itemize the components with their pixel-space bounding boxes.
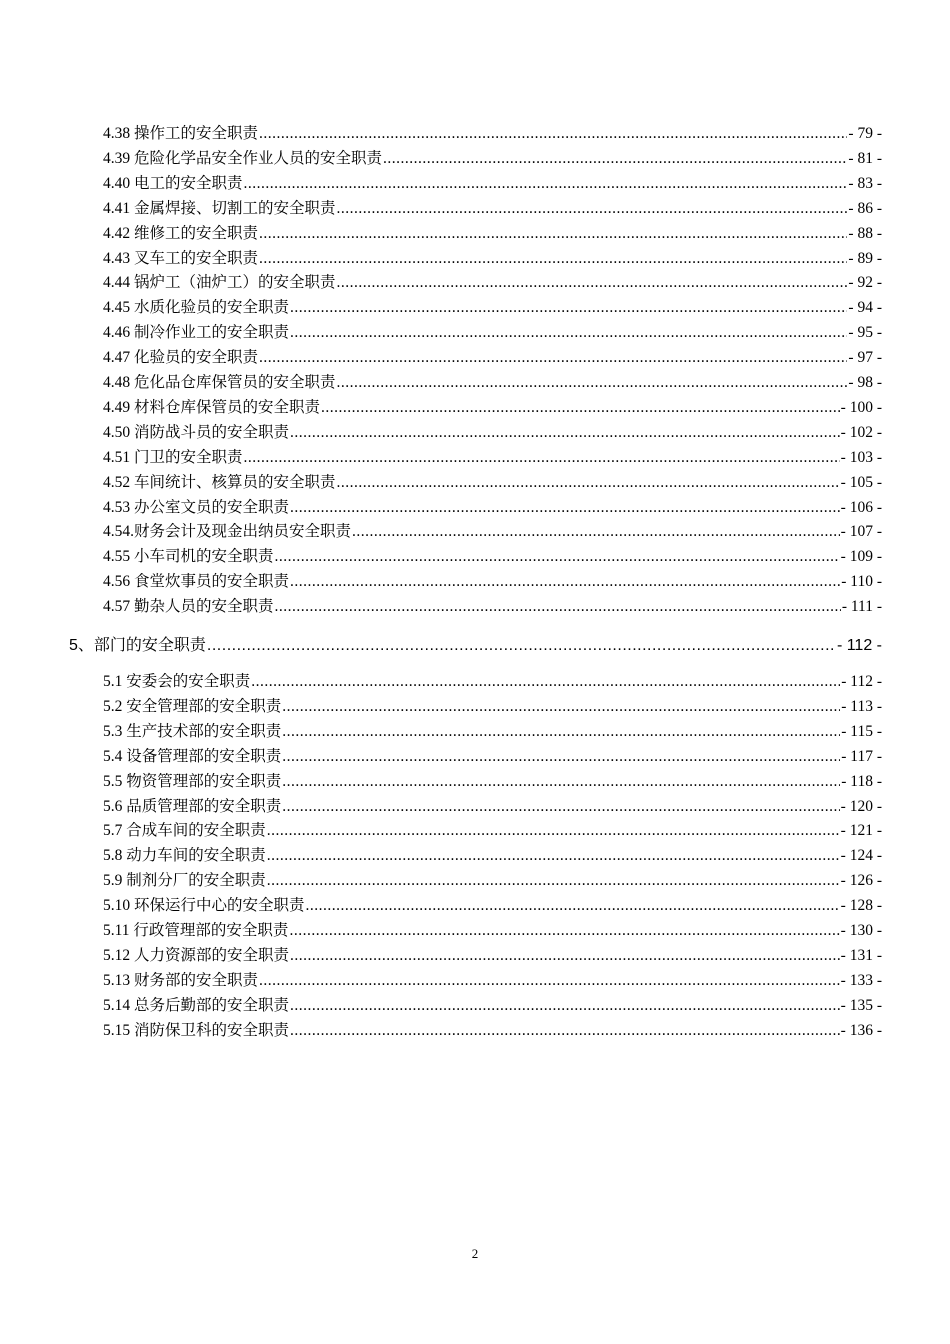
toc-entry[interactable]: [103, 173, 882, 195]
toc-entry-title: 4.41 金属焊接、切割工的安全职责: [103, 199, 336, 217]
toc-entry-title: 5.8 动力车间的安全职责: [103, 847, 266, 865]
toc-entry-page: - 86 -: [848, 199, 882, 217]
toc-entry-title: 4.42 维修工的安全职责: [103, 224, 259, 242]
toc-entry-page: - 106 -: [840, 498, 882, 516]
toc-leader-dots: [282, 796, 839, 818]
toc-leader-dots: [337, 198, 848, 220]
toc-entry[interactable]: [103, 248, 882, 270]
toc-entry-title: 4.40 电工的安全职责: [103, 174, 243, 192]
toc-entry-page: - 118 -: [841, 772, 882, 790]
toc-entry[interactable]: [103, 497, 882, 519]
toc-entry-page: - 105 -: [840, 473, 882, 491]
toc-entry[interactable]: [103, 970, 882, 992]
toc-entry[interactable]: [103, 198, 882, 220]
toc-entry[interactable]: [103, 721, 882, 743]
toc-entry-title: 5.4 设备管理部的安全职责: [103, 747, 282, 765]
toc-entry-page: - 131 -: [840, 946, 882, 964]
toc-entry-page: - 79 -: [848, 125, 882, 142]
toc-entry-title: 5.11 行政管理部的安全职责: [103, 922, 289, 939]
toc-entry-page: - 110 -: [841, 573, 882, 591]
toc-entry-page: - 103 -: [840, 448, 882, 466]
toc-entry-page: - 98 -: [848, 374, 882, 391]
toc-entry[interactable]: [103, 571, 882, 593]
toc-entry-title: 4.50 消防战斗员的安全职责: [103, 423, 290, 441]
toc-entry[interactable]: [103, 372, 882, 394]
toc-leader-dots: [259, 970, 840, 992]
toc-leader-dots: [259, 123, 847, 145]
toc-entry-title: 4.55 小车司机的安全职责: [103, 548, 274, 566]
toc-entry[interactable]: [103, 870, 882, 892]
toc-entry[interactable]: [103, 671, 882, 693]
toc-leader-dots: [337, 272, 848, 294]
toc-leader-dots: [290, 322, 847, 344]
toc-entry-page: - 112 -: [841, 673, 882, 690]
toc-entry-title: 4.45 水质化验员的安全职责: [103, 299, 290, 317]
toc-entry[interactable]: [103, 895, 882, 917]
toc-entry[interactable]: [103, 596, 882, 618]
toc-entry-title: 5.15 消防保卫科的安全职责: [103, 1021, 290, 1039]
toc-leader-dots: [290, 497, 840, 519]
toc-leader-dots: [282, 696, 840, 718]
toc-entry[interactable]: [103, 796, 882, 818]
toc-entry-title: 5.12 人力资源部的安全职责: [103, 946, 290, 964]
toc-entry-title: 5.2 安全管理部的安全职责: [103, 697, 282, 715]
toc-entry-page: - 113 -: [841, 697, 882, 715]
toc-entry-title: 5.13 财务部的安全职责: [103, 971, 259, 989]
toc-entry[interactable]: [103, 945, 882, 967]
toc-leader-dots: [306, 895, 840, 917]
toc-entry-page: - 115 -: [841, 722, 882, 740]
toc-entry-page: - 109 -: [840, 548, 882, 566]
toc-entry[interactable]: [103, 123, 882, 145]
toc-entry-page: - 111 -: [841, 598, 882, 616]
toc-entry-title: 4.47 化验员的安全职责: [103, 349, 259, 367]
toc-entry[interactable]: [103, 920, 882, 942]
toc-leader-dots: [259, 223, 847, 245]
toc-entry[interactable]: [103, 272, 882, 294]
toc-entry-page: - 124 -: [840, 847, 882, 865]
toc-leader-dots: [290, 422, 840, 444]
toc-leader-dots: [267, 870, 840, 892]
toc-entry-page: - 97 -: [848, 349, 882, 367]
toc-entry-page: - 94 -: [848, 299, 882, 317]
toc-entry-page: - 81 -: [848, 149, 882, 167]
toc-entry[interactable]: [103, 148, 882, 170]
toc-entry-page: - 83 -: [848, 174, 882, 192]
toc-entry-page: - 92 -: [848, 274, 882, 292]
toc-entry[interactable]: [103, 820, 882, 842]
toc-leader-dots: [290, 1020, 840, 1042]
toc-entry-title: 4.44 锅炉工（油炉工）的安全职责: [103, 274, 336, 292]
toc-leader-dots: [290, 995, 840, 1017]
toc-leader-dots: [267, 820, 840, 842]
toc-leader-dots: [259, 347, 847, 369]
toc-leader-dots: [282, 746, 840, 768]
toc-leader-dots: [321, 397, 840, 419]
toc-entry-title: 4.49 材料仓库保管员的安全职责: [103, 398, 321, 416]
toc-leader-dots: [282, 721, 840, 743]
toc-entry-title: 5、部门的安全职责: [69, 637, 206, 654]
toc-entry-title: 4.48 危化品仓库保管员的安全职责: [103, 374, 336, 391]
toc-leader-dots: [290, 297, 847, 319]
toc-entry-title: 4.51 门卫的安全职责: [103, 448, 243, 466]
toc-entry-title: 4.38 操作工的安全职责: [103, 125, 259, 142]
toc-entry-title: 5.9 制剂分厂的安全职责: [103, 872, 266, 890]
toc-leader-dots: [352, 521, 840, 543]
toc-entry-page: - 133 -: [840, 971, 882, 989]
toc-entry-title: 5.14 总务后勤部的安全职责: [103, 996, 290, 1014]
toc-leader-dots: [275, 596, 841, 618]
toc-entry-page: - 126 -: [840, 872, 882, 890]
toc-leader-dots: [290, 571, 840, 593]
toc-entry-title: 4.57 勤杂人员的安全职责: [103, 598, 274, 616]
toc-entry-title: 4.56 食堂炊事员的安全职责: [103, 573, 290, 591]
toc-entry[interactable]: [103, 845, 882, 867]
toc-entry-page: - 89 -: [848, 249, 882, 267]
toc-entry-title: 5.5 物资管理部的安全职责: [103, 772, 282, 790]
toc-entry[interactable]: [103, 347, 882, 369]
toc-entry[interactable]: [103, 322, 882, 344]
page-number: 2: [471, 1246, 479, 1261]
toc-leader-dots: [337, 372, 848, 394]
toc-leader-dots: [290, 945, 840, 967]
toc-entry-page: - 107 -: [840, 523, 882, 541]
toc-entry-page: - 112 -: [836, 637, 882, 654]
toc-entry-title: 4.43 叉车工的安全职责: [103, 249, 259, 267]
toc-entry[interactable]: [103, 297, 882, 319]
toc-entry[interactable]: [103, 746, 882, 768]
toc-entry-title: 5.6 品质管理部的安全职责: [103, 797, 282, 815]
toc-entry[interactable]: [103, 521, 882, 543]
toc-entry-title: 5.10 环保运行中心的安全职责: [103, 897, 305, 915]
toc-entry[interactable]: [103, 472, 882, 494]
toc-leader-dots: [337, 472, 840, 494]
toc-entry-page: - 117 -: [841, 747, 882, 765]
toc-entry-page: - 88 -: [848, 224, 882, 242]
toc-entry-page: - 135 -: [840, 996, 882, 1014]
toc-entry-page: - 100 -: [840, 398, 882, 416]
toc-leader-dots: [207, 635, 836, 657]
toc-entry[interactable]: [103, 223, 882, 245]
toc-leader-dots: [267, 845, 840, 867]
toc-entry[interactable]: [103, 696, 882, 718]
toc-leader-dots: [289, 920, 839, 942]
toc-entry[interactable]: [103, 447, 882, 469]
toc-entry-title: 5.1 安委会的安全职责: [103, 673, 251, 690]
toc-entry[interactable]: [103, 995, 882, 1017]
toc-leader-dots: [282, 771, 840, 793]
toc-entry-title: 5.7 合成车间的安全职责: [103, 822, 266, 840]
toc-entry-page: - 102 -: [840, 423, 882, 441]
toc-entry-page: - 120 -: [840, 797, 882, 815]
toc-entry[interactable]: [103, 422, 882, 444]
toc-leader-dots: [251, 671, 840, 693]
toc-leader-dots: [244, 447, 840, 469]
toc-entry[interactable]: [103, 771, 882, 793]
toc-entry-title: 4.54.财务会计及现金出纳员安全职责: [103, 523, 352, 541]
toc-leader-dots: [275, 546, 840, 568]
toc-entry[interactable]: [103, 546, 882, 568]
toc-leader-dots: [383, 148, 847, 170]
toc-entry-title: 4.46 制冷作业工的安全职责: [103, 324, 290, 342]
toc-entry-title: 4.39 危险化学品安全作业人员的安全职责: [103, 149, 383, 167]
toc-leader-dots: [244, 173, 848, 195]
toc-entry-page: - 128 -: [840, 897, 882, 915]
toc-entry-page: - 95 -: [848, 324, 882, 342]
toc-entry[interactable]: [103, 397, 882, 419]
toc-entry-title: 5.3 生产技术部的安全职责: [103, 722, 282, 740]
toc-entry-page: - 121 -: [840, 822, 882, 840]
toc-section-heading[interactable]: [69, 635, 882, 657]
toc-entry-title: 4.53 办公室文员的安全职责: [103, 498, 290, 516]
toc-entry[interactable]: [103, 1020, 882, 1042]
toc-entry-title: 4.52 车间统计、核算员的安全职责: [103, 473, 336, 491]
toc-entry-page: - 136 -: [840, 1021, 882, 1039]
toc-leader-dots: [259, 248, 847, 270]
toc-entry-page: - 130 -: [840, 922, 882, 939]
